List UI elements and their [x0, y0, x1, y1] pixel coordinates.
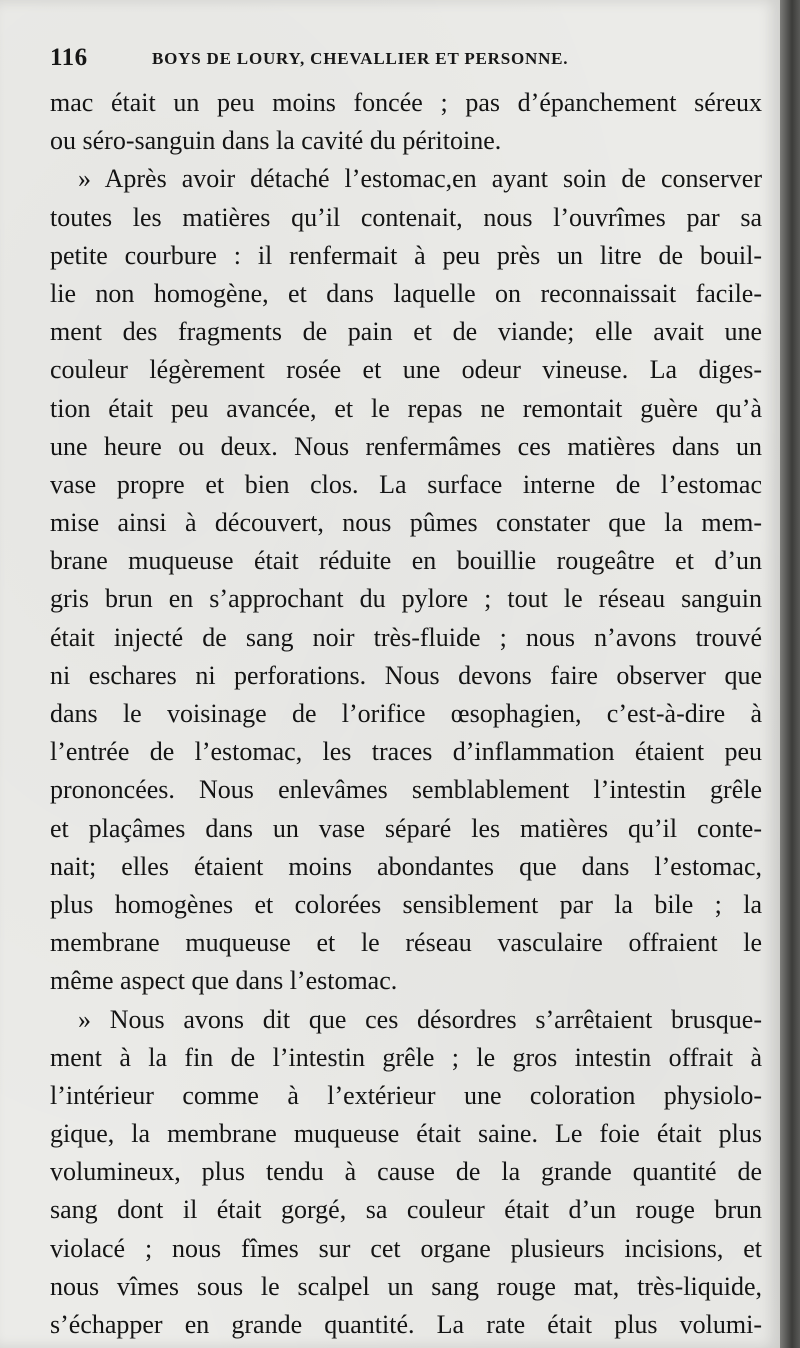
text-line: plus homogènes et colorées sensiblement par la bile ; la — [50, 889, 762, 919]
text-line: mise ainsi à découvert, nous pûmes constater que la mem- — [50, 508, 762, 538]
text-line: gris brun en s’approchant du pylore ; tout le réseau sanguin — [50, 584, 762, 614]
text-line: une heure ou deux. Nous renfermâmes ces matières dans un — [50, 431, 762, 461]
text-line: ment à la fin de l’intestin grêle ; le gros intestin offrait à — [50, 1042, 762, 1072]
text-line: sang dont il était gorgé, sa couleur était d’un rouge brun — [50, 1195, 762, 1225]
text-line: nous vîmes sous le scalpel un sang rouge mat, très-liquide, — [50, 1271, 762, 1301]
text-line: petite courbure : il renfermait à peu près un litre de bouil- — [50, 240, 762, 270]
text-line: et plaçâmes dans un vase séparé les matières qu’il conte- — [50, 813, 762, 843]
page-number: 116 — [50, 44, 88, 71]
text-line: » Après avoir détaché l’estomac,en ayant soin de conserver — [78, 164, 762, 194]
text-line: l’intérieur comme à l’extérieur une coloration physiolo- — [50, 1080, 762, 1110]
text-line: l’entrée de l’estomac, les traces d’inflammation étaient peu — [50, 737, 762, 767]
text-line: prononcées. Nous enlevâmes semblablement l’intestin grêle — [50, 775, 762, 805]
text-line: ou séro-sanguin dans la cavité du péritoine. — [50, 126, 502, 156]
text-line: brane muqueuse était réduite en bouillie rougeâtre et d’un — [50, 546, 762, 576]
running-head: BOYS DE LOURY, CHEVALLIER ET PERSONNE. — [152, 49, 569, 68]
text-line: couleur légèrement rosée et une odeur vineuse. La diges- — [50, 355, 762, 385]
text-line: lie non homogène, et dans laquelle on reconnaissait facile- — [50, 278, 762, 308]
text-line: gique, la membrane muqueuse était saine. Le foie était plus — [50, 1119, 762, 1149]
text-line: mac était un peu moins foncée ; pas d’épanchement séreux — [50, 88, 762, 117]
text-line: volumineux, plus tendu à cause de la grande quantité de — [50, 1157, 762, 1187]
text-line: même aspect que dans l’estomac. — [50, 966, 398, 996]
page-header — [50, 44, 750, 74]
text-line: vase propre et bien clos. La surface interne de l’estomac — [50, 469, 762, 499]
body-text — [50, 84, 762, 1344]
text-line: nait; elles étaient moins abondantes que dans l’estomac, — [50, 851, 762, 881]
text-line: » Nous avons dit que ces désordres s’arrêtaient brusque- — [78, 1004, 762, 1034]
text-line: violacé ; nous fîmes sur cet organe plusieurs incisions, et — [50, 1233, 762, 1263]
text-line: était injecté de sang noir très-fluide ; nous n’avons trouvé — [50, 622, 762, 652]
text-line: ment des fragments de pain et de viande; elle avait une — [50, 317, 762, 347]
text-line: dans le voisinage de l’orifice œsophagien, c’est-à-dire à — [50, 699, 762, 728]
book-gutter-shadow — [780, 0, 800, 1348]
text-line: toutes les matières qu’il contenait, nous l’ouvrîmes par sa — [50, 202, 762, 232]
text-line: tion était peu avancée, et le repas ne remontait guère qu’à — [50, 393, 762, 423]
text-line: ni eschares ni perforations. Nous devons faire observer que — [50, 660, 762, 690]
text-line: membrane muqueuse et le réseau vasculaire offraient le — [50, 928, 762, 958]
text-line: s’échapper en grande quantité. La rate était plus volumi- — [50, 1310, 762, 1339]
